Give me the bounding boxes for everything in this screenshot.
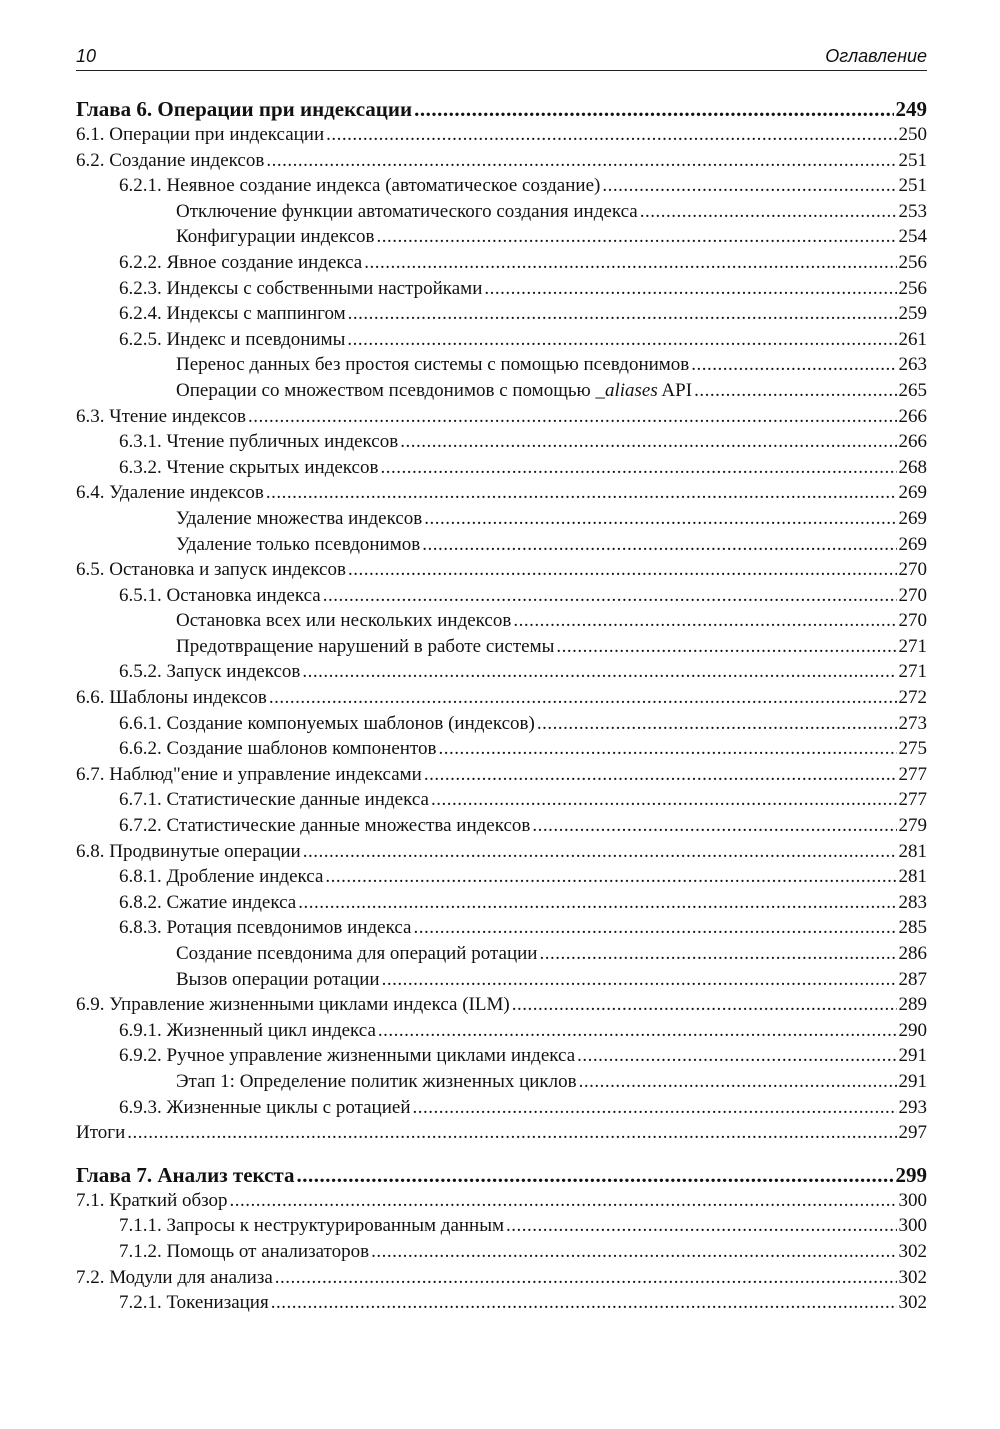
dot-leader xyxy=(297,1162,894,1188)
page-number: 10 xyxy=(76,46,97,66)
toc-entry[interactable] xyxy=(76,327,927,353)
entry-page-number: 271 xyxy=(898,635,927,657)
entry-page-number: 283 xyxy=(898,891,927,913)
toc-entry[interactable] xyxy=(76,659,927,685)
entry-title xyxy=(76,839,301,865)
entry-title xyxy=(119,1213,504,1239)
entry-text: Итоги xyxy=(76,1122,126,1144)
entry-page-number: 300 xyxy=(898,1189,927,1211)
dot-leader xyxy=(376,224,896,250)
toc-entry[interactable] xyxy=(76,583,927,609)
toc-entry[interactable] xyxy=(76,1265,927,1291)
dot-leader xyxy=(539,941,896,967)
running-section-title: Оглавление xyxy=(825,46,927,66)
entry-page-number: 256 xyxy=(898,251,927,273)
entry-title xyxy=(176,224,374,250)
entry-page-number: 285 xyxy=(898,917,927,939)
toc-entry[interactable] xyxy=(76,1188,927,1214)
entry-page-number: 297 xyxy=(898,1122,927,1144)
entry-title xyxy=(176,608,511,634)
entry-text: Удаление множества индексов xyxy=(176,507,423,529)
toc-entry[interactable] xyxy=(76,173,927,199)
entry-page-number: 300 xyxy=(898,1215,927,1237)
dot-leader xyxy=(275,1265,897,1291)
entry-title xyxy=(119,1018,376,1044)
toc-entry[interactable] xyxy=(76,608,927,634)
dot-leader xyxy=(484,276,896,302)
entry-page-number: 277 xyxy=(898,763,927,785)
entry-text: 6.2.2. Явное создание индекса xyxy=(119,251,363,273)
entry-text: Этап 1: Определение политик жизненных циклов xyxy=(176,1070,577,1092)
entry-text: Вызов операции ротации xyxy=(176,968,380,990)
entry-title xyxy=(119,250,362,276)
entry-page-number: 275 xyxy=(898,738,927,760)
toc-entry[interactable] xyxy=(76,634,927,660)
dot-leader xyxy=(378,1018,897,1044)
entry-title xyxy=(176,532,420,558)
entry-text: 6.9.1. Жизненный цикл индекса xyxy=(119,1019,376,1041)
dot-leader xyxy=(422,532,896,558)
chapter-title: Глава 6. Операции при индексации xyxy=(76,97,413,121)
entry-text: Операции со множеством псевдонимов с помощью xyxy=(176,379,596,401)
entry-title xyxy=(76,148,264,174)
dot-leader xyxy=(230,1188,897,1214)
entry-page-number: 266 xyxy=(898,431,927,453)
chapter-spacer xyxy=(76,1146,927,1162)
entry-title xyxy=(119,890,296,916)
entry-title xyxy=(119,787,429,813)
entry-page-number: 272 xyxy=(898,687,927,709)
entry-page-number: 289 xyxy=(898,994,927,1016)
dot-leader xyxy=(556,634,896,660)
entry-text: Остановка всех или нескольких индексов xyxy=(176,610,512,632)
page-header xyxy=(76,44,927,71)
toc-entry[interactable] xyxy=(76,1213,927,1239)
entry-page-number: 291 xyxy=(898,1070,927,1092)
entry-title xyxy=(76,762,422,788)
chapter-page-number: 249 xyxy=(895,97,927,121)
entry-title xyxy=(76,992,510,1018)
toc-chapter-heading[interactable] xyxy=(76,96,927,122)
entry-text: 6.5.1. Остановка индекса xyxy=(119,584,321,606)
entry-page-number: 279 xyxy=(898,815,927,837)
dot-leader xyxy=(640,199,897,225)
entry-page-number: 273 xyxy=(898,712,927,734)
entry-page-number: 281 xyxy=(898,840,927,862)
entry-page-number: 290 xyxy=(898,1019,927,1041)
entry-text: 7.1.2. Помощь от анализаторов xyxy=(119,1240,370,1262)
toc-entry[interactable] xyxy=(76,864,927,890)
toc-entry[interactable] xyxy=(76,557,927,583)
entry-title xyxy=(176,352,689,378)
toc-entry[interactable] xyxy=(76,762,927,788)
toc-entry[interactable] xyxy=(76,378,927,404)
entry-title xyxy=(176,506,422,532)
toc-entry[interactable] xyxy=(76,685,927,711)
entry-page-number: 302 xyxy=(898,1266,927,1288)
entry-page-number: 269 xyxy=(898,482,927,504)
entry-page-number: 271 xyxy=(898,661,927,683)
entry-page-number: 261 xyxy=(898,328,927,350)
chapter-title: Глава 7. Анализ текста xyxy=(76,1162,295,1187)
dot-leader xyxy=(364,250,896,276)
entry-text: 6.8.2. Сжатие индекса xyxy=(119,891,297,913)
entry-text: 6.2.5. Индекс и псевдонимы xyxy=(119,328,346,350)
entry-page-number: 256 xyxy=(898,277,927,299)
entry-title xyxy=(76,480,264,506)
entry-page-number: 287 xyxy=(898,968,927,990)
toc-entry[interactable] xyxy=(76,787,927,813)
toc-entry[interactable] xyxy=(76,1069,927,1095)
entry-title xyxy=(76,404,246,430)
toc-entry[interactable] xyxy=(76,736,927,762)
dot-leader xyxy=(532,813,896,839)
dot-leader xyxy=(579,1069,897,1095)
dot-leader xyxy=(577,1043,896,1069)
dot-leader xyxy=(382,967,897,993)
dot-leader xyxy=(400,429,896,455)
dot-leader xyxy=(303,839,897,865)
entry-title xyxy=(76,1120,125,1146)
entry-text: Предотвращение нарушений в работе системы xyxy=(176,635,555,657)
entry-title xyxy=(119,429,398,455)
entry-title xyxy=(119,813,530,839)
entry-text: 6.7. Наблюд"ение и управление индексами xyxy=(76,763,422,785)
toc-entry[interactable] xyxy=(76,148,927,174)
toc-entry[interactable] xyxy=(76,455,927,481)
entry-title xyxy=(176,1069,577,1095)
entry-text: 7.2. Модули для анализа xyxy=(76,1266,273,1288)
entry-italic-text: _aliases xyxy=(595,379,658,401)
entry-page-number: 266 xyxy=(898,405,927,427)
entry-page-number: 286 xyxy=(898,943,927,964)
dot-leader xyxy=(424,762,897,788)
entry-title xyxy=(119,1043,575,1069)
toc-entry[interactable] xyxy=(76,506,927,532)
entry-text: 6.2.4. Индексы с маппингом xyxy=(119,303,346,325)
toc-entry[interactable] xyxy=(76,941,927,967)
entry-page-number: 270 xyxy=(898,559,927,581)
entry-page-number: 263 xyxy=(898,354,927,376)
entry-title xyxy=(119,711,535,737)
dot-leader xyxy=(266,148,896,174)
entry-text: 6.2.3. Индексы с собственными настройками xyxy=(119,277,483,299)
entry-title xyxy=(119,327,345,353)
dot-leader xyxy=(424,506,896,532)
entry-text: 6.3. Чтение индексов xyxy=(76,405,246,427)
entry-page-number: 254 xyxy=(898,226,927,248)
entry-text: 6.6. Шаблоны индексов xyxy=(76,687,267,709)
entry-page-number: 277 xyxy=(898,789,927,811)
toc-entry[interactable] xyxy=(76,1120,927,1146)
entry-text: 6.4. Удаление индексов xyxy=(76,482,264,504)
dot-leader xyxy=(371,1239,896,1265)
entry-text: 6.8. Продвинутые операции xyxy=(76,840,301,862)
entry-title xyxy=(119,455,378,481)
entry-title xyxy=(176,634,554,660)
dot-leader xyxy=(266,480,897,506)
toc-entry[interactable] xyxy=(76,1018,927,1044)
dot-leader xyxy=(127,1120,896,1146)
entry-title xyxy=(119,1095,411,1121)
dot-leader xyxy=(602,173,896,199)
entry-title xyxy=(119,736,436,762)
entry-page-number: 291 xyxy=(898,1045,927,1067)
entry-text: 6.3.2. Чтение скрытых индексов xyxy=(119,456,379,478)
entry-title xyxy=(76,1265,273,1291)
dot-leader xyxy=(302,659,896,685)
toc-entry[interactable] xyxy=(76,250,927,276)
dot-leader xyxy=(298,890,896,916)
entry-text: 7.1. Краткий обзор xyxy=(76,1189,228,1211)
entry-page-number: 268 xyxy=(898,456,927,478)
dot-leader xyxy=(248,404,897,430)
toc-entry[interactable] xyxy=(76,1290,927,1316)
entry-text: 6.9. Управление жизненными циклами индекса (ILM) xyxy=(76,994,510,1016)
dot-leader xyxy=(323,583,897,609)
dot-leader xyxy=(694,378,896,404)
toc-entry[interactable] xyxy=(76,967,927,993)
entry-text: 6.5. Остановка и запуск индексов xyxy=(76,559,346,581)
entry-text: 6.8.3. Ротация псевдонимов индекса xyxy=(119,917,412,939)
entry-page-number: 293 xyxy=(898,1096,927,1118)
entry-text: 6.9.3. Жизненные циклы с ротацией xyxy=(119,1096,411,1118)
dot-leader xyxy=(326,122,896,148)
toc-entry[interactable] xyxy=(76,301,927,327)
entry-text: Создание псевдонима для операций ротации xyxy=(176,943,538,964)
entry-title xyxy=(119,276,482,302)
toc-entry[interactable] xyxy=(76,429,927,455)
entry-text: 6.5.2. Запуск индексов xyxy=(119,661,301,683)
dot-leader xyxy=(506,1213,896,1239)
toc-entry[interactable] xyxy=(76,813,927,839)
entry-text: 6.7.2. Статистические данные множества индексов xyxy=(119,815,531,837)
entry-page-number: 251 xyxy=(898,175,927,197)
entry-page-number: 302 xyxy=(898,1240,927,1262)
dot-leader xyxy=(414,96,893,122)
entry-text: 6.2. Создание индексов xyxy=(76,149,265,171)
dot-leader xyxy=(512,992,897,1018)
dot-leader xyxy=(537,711,897,737)
toc-entry[interactable] xyxy=(76,352,927,378)
entry-title xyxy=(76,1188,228,1214)
toc-entry[interactable] xyxy=(76,532,927,558)
toc-entry[interactable] xyxy=(76,890,927,916)
entry-text: 6.8.1. Дробление индекса xyxy=(119,866,324,888)
entry-title xyxy=(119,173,600,199)
entry-page-number: 281 xyxy=(898,866,927,888)
entry-title xyxy=(119,583,321,609)
entry-page-number: 269 xyxy=(898,533,927,555)
dot-leader xyxy=(271,1290,897,1316)
entry-title xyxy=(119,659,300,685)
entry-page-number: 253 xyxy=(898,200,927,222)
toc-entry[interactable] xyxy=(76,480,927,506)
toc-entry[interactable] xyxy=(76,915,927,941)
entry-title xyxy=(76,557,346,583)
entry-text: 6.1. Операции при индексации xyxy=(76,124,325,145)
entry-text: 6.6.1. Создание компонуемых шаблонов (индексов) xyxy=(119,712,535,734)
toc-entry[interactable] xyxy=(76,199,927,225)
dot-leader xyxy=(380,455,896,481)
toc-entry[interactable] xyxy=(76,1095,927,1121)
entry-page-number: 259 xyxy=(898,303,927,325)
toc-entry[interactable] xyxy=(76,276,927,302)
entry-title xyxy=(119,864,323,890)
toc-chapter-heading[interactable] xyxy=(76,1162,927,1188)
entry-text: Перенос данных без простоя системы с помощью псевдонимов xyxy=(176,354,690,376)
entry-text: Удаление только псевдонимов xyxy=(176,533,421,555)
toc-entry[interactable] xyxy=(76,122,927,148)
toc-entry[interactable] xyxy=(76,1043,927,1069)
dot-leader xyxy=(691,352,896,378)
entry-text: 6.3.1. Чтение публичных индексов xyxy=(119,431,399,453)
entry-text: 7.2.1. Токенизация xyxy=(119,1292,269,1314)
entry-text: 6.6.2. Создание шаблонов компонентов xyxy=(119,738,437,760)
dot-leader xyxy=(348,557,897,583)
dot-leader xyxy=(348,301,897,327)
toc-entry[interactable] xyxy=(76,711,927,737)
entry-title xyxy=(119,1290,269,1316)
entry-page-number: 269 xyxy=(898,507,927,529)
entry-text: 6.7.1. Статистические данные индекса xyxy=(119,789,429,811)
entry-title xyxy=(176,967,380,993)
entry-title xyxy=(119,915,411,941)
entry-title xyxy=(176,941,537,967)
entry-page-number: 251 xyxy=(898,149,927,171)
entry-page-number: 302 xyxy=(898,1292,927,1314)
entry-title xyxy=(76,122,324,148)
dot-leader xyxy=(438,736,896,762)
dot-leader xyxy=(513,608,896,634)
entry-text: 6.2.1. Неявное создание индекса (автоматическое создание) xyxy=(119,175,601,197)
dot-leader xyxy=(347,327,896,353)
entry-page-number: 270 xyxy=(898,584,927,606)
entry-title xyxy=(176,199,638,225)
entry-title xyxy=(119,1239,369,1265)
entry-title xyxy=(76,685,267,711)
dot-leader xyxy=(325,864,896,890)
toc-entry[interactable] xyxy=(76,224,927,250)
entry-suffix-text: API xyxy=(657,379,693,401)
dot-leader xyxy=(431,787,897,813)
entry-text: Отключение функции автоматического создания индекса xyxy=(176,200,638,222)
toc-entry[interactable] xyxy=(76,1239,927,1265)
entry-title xyxy=(119,301,346,327)
entry-page-number: 270 xyxy=(898,610,927,632)
chapter-page-number: 299 xyxy=(895,1162,927,1187)
table-of-contents xyxy=(76,96,927,1316)
toc-entry[interactable] xyxy=(76,992,927,1018)
entry-text: 7.1.1. Запросы к неструктурированным данным xyxy=(119,1215,505,1237)
entry-text: 6.9.2. Ручное управление жизненными циклами индекса xyxy=(119,1045,576,1067)
toc-entry[interactable] xyxy=(76,839,927,865)
toc-entry[interactable] xyxy=(76,404,927,430)
dot-leader xyxy=(413,915,896,941)
entry-page-number: 250 xyxy=(898,124,927,145)
entry-title xyxy=(176,378,692,404)
entry-text: Конфигурации индексов xyxy=(176,226,375,248)
dot-leader xyxy=(269,685,897,711)
entry-page-number: 265 xyxy=(898,379,927,401)
dot-leader xyxy=(413,1095,897,1121)
